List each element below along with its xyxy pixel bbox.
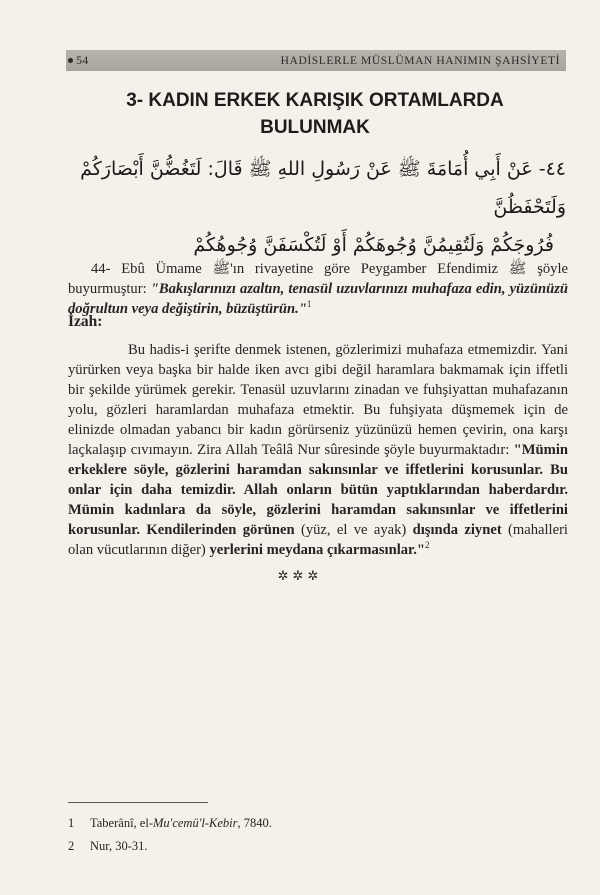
footnote-source-title: Mu'cemü'l-Kebir bbox=[152, 816, 238, 830]
arabic-line1: ٤٤- عَنْ أَبِي أُمَامَةَ ﷺ عَنْ رَسُولِ اللهِ ﷺ قَالَ: لَتَغُضُّنَّ أَبْصَارَكُمْ وَلَتَحْفَظُنَّ bbox=[80, 158, 566, 218]
arabic-hadith-text bbox=[60, 150, 566, 264]
section-separator: ✲✲✲ bbox=[277, 569, 323, 584]
izah-bold-3: yerlerini meydana çıkarmasınlar." bbox=[209, 542, 425, 558]
footnote-ref-1: 1 bbox=[306, 299, 312, 310]
izah-bold-1: "Mümin erkeklere söyle, gözlerini haramdan sakınsınlar ve iffetlerini korusunlar. Bu onlar için daha temizdir. Allah onların bütün yaptıklarından haberdardır. Mümin kadınlara da söyle, gözlerini haramdan sakınsınlar ve iffetlerini korusunlar. Kendilerinden görünen bbox=[68, 442, 568, 538]
izah-text-1: Bu hadis-i şerifte denmek istenen, gözlerimizi muhafaza etmemizdir. Yani yürürken veya başka bir halde iken avcı gibi değil haramlara bakmamak için iffetli bir şekilde yürümek gerekir. Tenasül uzuvlarını zinadan ve fuhşiyattan muhafazanın yolu, gözleri haramlardan muhafaza etmektir. Bu fuhşiyata düşmemek için de elinizde olmadan yabancı bir kadın görürseniz yüzünüzü hemen çevirin, ona karşı laçkalaşıp cıvımayın. Zira Allah Teâlâ Nur sûresinde şöyle buyurmaktadır: bbox=[68, 342, 568, 458]
izah-text-2: (yüz, el ve ayak) bbox=[294, 522, 413, 538]
izah-heading: İzah: bbox=[68, 313, 103, 330]
page-number bbox=[68, 53, 89, 68]
footnote-divider bbox=[68, 802, 208, 803]
izah-text-3: (mahalleri olan vücutlarının diğer) bbox=[68, 522, 568, 558]
running-title: HADİSLERLE MÜSLÜMAN HANIMIN ŞAHSİYETİ bbox=[280, 54, 560, 67]
footnote-number: 1 bbox=[68, 816, 75, 830]
footnote-number: 2 bbox=[68, 839, 75, 853]
chapter-title bbox=[60, 87, 570, 141]
izah-bold-2: dışında ziynet bbox=[412, 522, 502, 538]
footnote-text-end: , 7840. bbox=[237, 816, 272, 830]
running-header bbox=[66, 50, 566, 71]
footnote-1 bbox=[68, 815, 272, 831]
footnote-text: Taberânî, el- bbox=[90, 816, 153, 830]
chapter-title-line1: 3- KADIN ERKEK KARIŞIK ORTAMLARDA bbox=[126, 90, 504, 111]
hadith-translation bbox=[68, 259, 568, 319]
footnote-ref-2: 2 bbox=[424, 540, 430, 551]
arabic-line2: فُرُوجَكُمْ وَلَتُقِيمُنَّ وُجُوهَكُمْ أَوْ لَتُكْسَفَنَّ وُجُوهُكُمْ bbox=[193, 234, 554, 256]
hadith-intro: 44- Ebû Ümame ﷺ'ın rivayetine göre Peygamber Efendimiz ﷺ şöyle buyurmuştur: bbox=[68, 261, 568, 297]
page-number-text: 54 bbox=[76, 53, 89, 67]
izah-body bbox=[68, 340, 568, 560]
footnote-text: Nur, 30-31. bbox=[90, 839, 148, 853]
chapter-title-line2: BULUNMAK bbox=[260, 117, 370, 138]
footnote-2 bbox=[68, 838, 147, 854]
hadith-quote: "Bakışlarınızı azaltın, tenasül uzuvlarınızı muhafaza edin, yüzünüzü doğrultun veya değiştirin, büzüştürün." bbox=[68, 281, 568, 317]
bullet-icon bbox=[68, 58, 73, 63]
